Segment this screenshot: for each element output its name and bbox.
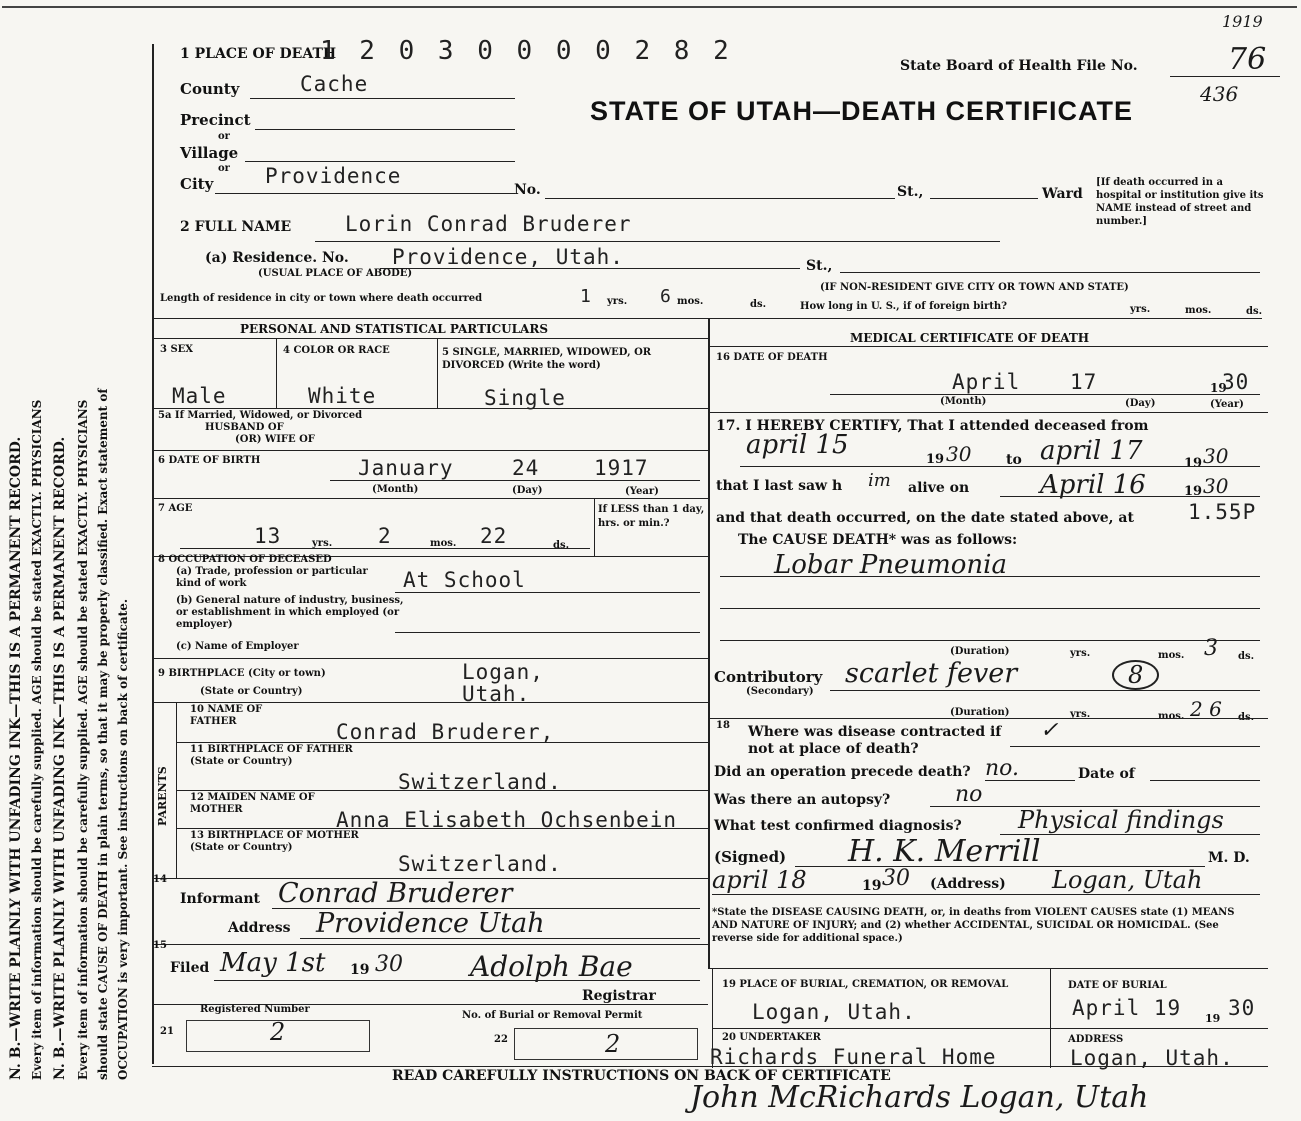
last-saw-year: 30 [1203, 474, 1229, 498]
residence-st-line [840, 272, 1260, 273]
undertaker-label: 20 UNDERTAKER [722, 1032, 821, 1043]
father-label: 10 NAME OF FATHER [190, 704, 263, 727]
ward-label: Ward [1042, 186, 1083, 202]
dur2-yrs: yrs. [1070, 709, 1091, 720]
mother-bp-label: 13 BIRTHPLACE OF MOTHER (State or Country) [190, 830, 359, 853]
us-mos: mos. [1185, 305, 1212, 316]
dob-year-caption: (Year) [625, 486, 659, 497]
attended-year-a: 30 [946, 442, 972, 466]
usual-abode: (USUAL PLACE OF ABODE) [258, 268, 413, 279]
field-15-number: 15 [153, 940, 167, 951]
mother-label: 12 MAIDEN NAME OF MOTHER [190, 792, 315, 815]
contributory-value: scarlet fever [845, 658, 1018, 689]
death-time: 1.55P [1188, 500, 1257, 524]
margin-note-2: Every item of information should be carefully supplied. AGE should be stated EXACTLY. PHYSICIANS [30, 399, 44, 1080]
residence-st: St., [806, 258, 833, 274]
dur2-mos: mos. [1158, 711, 1185, 722]
autopsy-label: Was there an autopsy? [714, 792, 891, 808]
marital-value: Single [484, 386, 566, 410]
burial-no-label: No. of Burial or Removal Permit [462, 1010, 643, 1021]
dod-year: 30 [1222, 370, 1250, 394]
attended-line [740, 466, 1260, 467]
contributory-label: Contributory [714, 668, 823, 686]
age-ds-unit: ds. [553, 540, 570, 551]
middle-divider [708, 318, 710, 968]
father-bp-label: 11 BIRTHPLACE OF FATHER (State or Country) [190, 744, 353, 767]
county-line [250, 98, 515, 99]
residence-line [380, 268, 800, 269]
mother-bp-value: Switzerland. [398, 852, 562, 876]
age-ds: 22 [480, 524, 508, 548]
length-yrs-unit: yrs. [607, 296, 628, 307]
footer-line [152, 1066, 1268, 1067]
precinct-line [255, 129, 515, 130]
attended-19b: 19 [1184, 456, 1203, 471]
sex-divider [276, 338, 277, 408]
full-name-line [315, 241, 1000, 242]
length-label: Length of residence in city or town where death occurred [160, 293, 483, 304]
occupation-b-line [395, 632, 700, 633]
contributory-row-line [708, 718, 1268, 719]
occupation-value: At School [403, 568, 526, 592]
dod-line [830, 394, 1260, 395]
certify-text: 17. I HEREBY CERTIFY, That I attended deceased from [716, 418, 1149, 434]
age-mos-unit: mos. [430, 538, 457, 549]
cause-value: Lobar Pneumonia [774, 550, 1007, 580]
ward-line [930, 198, 1038, 199]
spouse-label-3: (OR) WIFE OF [235, 434, 315, 445]
medical-bottom-line [708, 968, 1268, 969]
medical-heading: MEDICAL CERTIFICATE OF DEATH [850, 331, 1090, 345]
medical-heading-line [708, 346, 1268, 347]
margin-note-1: N. B.—WRITE PLAINLY WITH UNFADING INK—THIS IS A PERMANENT RECORD. [8, 436, 24, 1080]
alive-on: alive on [908, 480, 970, 496]
signed-date: april 18 [712, 866, 807, 894]
dob-day: 24 [512, 456, 540, 480]
burial-19: 19 [1205, 1012, 1221, 1025]
dob-label: 6 DATE OF BIRTH [158, 455, 261, 466]
cause-line-2 [720, 608, 1260, 609]
us-yrs: yrs. [1130, 304, 1151, 315]
father-bp-value: Switzerland. [398, 770, 562, 794]
margin-note-3: N. B.—WRITE PLAINLY WITH UNFADING INK—THIS IS A PERMANENT RECORD. [52, 436, 68, 1080]
last-saw-him: im [868, 470, 891, 491]
dur2-ds: ds. [1238, 712, 1255, 723]
us-ds: ds. [1246, 306, 1263, 317]
burial-place: Logan, Utah. [752, 1000, 916, 1024]
last-saw-line [1000, 496, 1260, 497]
duration-label: (Duration) [950, 646, 1010, 657]
file-no-label: State Board of Health File No. [900, 58, 1138, 74]
personal-heading-line [152, 338, 708, 339]
dod-row-line [708, 412, 1268, 413]
top-edge [2, 6, 1297, 8]
color-divider [437, 338, 438, 408]
file-no-line [1170, 76, 1280, 77]
dod-19: 19 [1210, 381, 1227, 395]
precinct-label: Precinct [180, 111, 251, 129]
field-18-number: 18 [716, 720, 730, 731]
file-no: 76 [1228, 42, 1267, 77]
undertaker-value: Richards Funeral Home [710, 1045, 997, 1069]
circle-mark: 8 [1112, 660, 1159, 690]
where-label: Where was disease contracted if not at place of death? [748, 724, 1002, 757]
md-label: M. D. [1208, 850, 1250, 866]
length-mos: 6 [660, 286, 672, 307]
age-yrs: 13 [254, 524, 282, 548]
dod-day: 17 [1070, 370, 1098, 394]
residence-label: (a) Residence. No. [205, 250, 349, 266]
length-yrs: 1 [580, 286, 592, 307]
dod-day-caption: (Day) [1125, 398, 1156, 409]
burial-label: 19 PLACE OF BURIAL, CREMATION, OR REMOVAL [722, 979, 1009, 990]
footer-signature: John McRichards Logan, Utah [690, 1080, 1149, 1115]
filed-19: 19 [350, 962, 370, 978]
secondary-label: (Secondary) [746, 686, 814, 697]
spouse-row-line [152, 450, 708, 451]
dob-day-caption: (Day) [512, 485, 543, 496]
attended-from: april 15 [746, 430, 849, 460]
age-label: 7 AGE [158, 503, 193, 514]
field-14-number: 14 [153, 874, 167, 885]
birthplace-state-label: (State or Country) [200, 686, 303, 697]
operation-line [985, 780, 1075, 781]
burial-no-value: 2 [605, 1030, 621, 1058]
certificate-title: STATE OF UTAH—DEATH CERTIFICATE [590, 96, 1133, 126]
no-label: No. [514, 182, 541, 198]
signed-year: 30 [882, 866, 910, 891]
st-label: St., [897, 184, 924, 200]
age-line [180, 548, 590, 549]
informant-address-label: Address [228, 920, 291, 936]
attended-19a: 19 [926, 452, 945, 467]
filed-label: Filed [170, 960, 210, 976]
field-21-number: 21 [160, 1026, 174, 1037]
medical-note: *State the DISEASE CAUSING DEATH, or, in deaths from VIOLENT CAUSES state (1) MEANS AND NATURE OF INJURY; and (2) whether ACCIDENTAL, SUICIDAL OR HOMICIDAL. (See reverse side for additional space.) [712, 907, 1235, 944]
attended-to: april 17 [1040, 436, 1143, 466]
or-1: or [218, 131, 230, 142]
burial-date: April 19 [1072, 996, 1182, 1020]
sex-row-line [152, 408, 708, 409]
instructions-text: READ CAREFULLY INSTRUCTIONS ON BACK OF CERTIFICATE [392, 1068, 891, 1084]
last-saw-text: that I last saw h [716, 478, 843, 494]
less-than-label: If LESS than 1 day, hrs. or min.? [598, 504, 705, 529]
us-label: How long in U. S., if of foreign birth? [800, 301, 1008, 312]
father-value: Conrad Bruderer, [336, 720, 555, 744]
personal-heading: PERSONAL AND STATISTICAL PARTICULARS [240, 322, 549, 336]
margin-note-5: should state CAUSE OF DEATH in plain terms, so that it may be properly classified. Exact statement of [96, 388, 110, 1080]
city-value: Providence [265, 164, 402, 188]
reg-no-value: 2 [270, 1018, 286, 1046]
color-value: White [308, 384, 377, 408]
certificate-number: 1 2 0 3 0 0 0 0 2 8 2 [320, 36, 733, 66]
operation-label: Did an operation precede death? [714, 764, 971, 780]
county-value: Cache [300, 72, 369, 96]
birthplace-state: Utah. [462, 682, 531, 706]
informant-address: Providence Utah [316, 908, 545, 939]
father-row-line [176, 742, 708, 743]
occupation-row-line [152, 658, 708, 659]
attended-year-b: 30 [1203, 444, 1229, 468]
dur-ds: ds. [1238, 651, 1255, 662]
age-mos: 2 [378, 524, 392, 548]
marital-label: 5 SINGLE, MARRIED, WIDOWED, OR DIVORCED (Write the word) [442, 347, 652, 371]
birthplace-row-line [152, 702, 708, 703]
date-of-label: Date of [1078, 766, 1135, 782]
signed-date-line [712, 894, 1260, 895]
last-saw-date: April 16 [1040, 470, 1146, 500]
section-top-line [152, 318, 1262, 319]
dod-year-caption: (Year) [1210, 399, 1244, 410]
duration2-label: (Duration) [950, 707, 1010, 718]
occupation-c: (c) Name of Employer [176, 641, 299, 652]
signed-address: Logan, Utah [1052, 866, 1203, 894]
birthplace-city: Logan, [462, 660, 544, 684]
no-line [545, 198, 660, 199]
dod-month-caption: (Month) [940, 396, 987, 407]
signed-value: H. K. Merrill [848, 834, 1041, 869]
nonresident-note: (IF NON-RESIDENT GIVE CITY OR TOWN AND STATE) [820, 282, 1129, 293]
occupation-a: (a) Trade, profession or particular kind of work [176, 566, 368, 589]
dur-mos: mos. [1158, 650, 1185, 661]
city-line [215, 193, 515, 194]
village-label: Village [180, 144, 239, 162]
city-label: City [180, 175, 214, 193]
spouse-label-2: HUSBAND OF [205, 422, 284, 433]
undertaker-address-label: ADDRESS [1068, 1034, 1124, 1045]
form-left-border [152, 44, 154, 1064]
dob-month-caption: (Month) [372, 484, 419, 495]
informant-row-line [152, 944, 708, 945]
village-line [245, 161, 515, 162]
age-yrs-unit: yrs. [312, 538, 333, 549]
birthplace-label: 9 BIRTHPLACE (City or town) [158, 668, 326, 679]
full-name-label: 2 FULL NAME [180, 219, 292, 235]
dod-label: 16 DATE OF DEATH [716, 352, 828, 363]
where-value: ✓ [1040, 718, 1059, 743]
st-line [660, 198, 895, 199]
dur-yrs: yrs. [1070, 648, 1091, 659]
county-label: County [180, 80, 240, 98]
filed-date: May 1st [220, 948, 326, 978]
test-value: Physical findings [1018, 806, 1224, 834]
sex-label: 3 SEX [160, 344, 194, 355]
corner-mark: 1919 [1222, 12, 1263, 31]
burial-date-label: DATE OF BURIAL [1068, 980, 1167, 991]
dod-month: April [952, 370, 1021, 394]
informant-address-line [300, 938, 700, 939]
length-mos-unit: mos. [677, 296, 704, 307]
date-of-line [1150, 780, 1260, 781]
cause-line-3 [720, 640, 1260, 641]
filed-line [214, 980, 700, 981]
signed-address-label: (Address) [930, 876, 1006, 892]
hospital-note: [If death occurred in a hospital or institution give its NAME instead of street and number.] [1096, 177, 1264, 227]
reg-no-label: Registered Number [200, 1004, 310, 1015]
or-2: or [218, 163, 230, 174]
operation-value: no. [985, 756, 1020, 781]
residence-value: Providence, Utah. [392, 245, 624, 269]
undertaker-address: Logan, Utah. [1070, 1046, 1234, 1070]
dob-year: 1917 [594, 456, 649, 480]
occupation-label: 8 OCCUPATION OF DECEASED [158, 554, 332, 565]
test-label: What test confirmed diagnosis? [714, 818, 962, 834]
margin-note-6: OCCUPATION is very important. See instructions on back of certificate. [116, 598, 130, 1080]
signed-19: 19 [862, 878, 882, 894]
informant-value: Conrad Bruderer [278, 878, 513, 909]
dob-month: January [358, 456, 454, 480]
mother-value: Anna Elisabeth Ochsenbein [336, 808, 678, 832]
occupation-b: (b) General nature of industry, business, or establishment in which employed (or employer) [176, 595, 404, 630]
place-of-death-label: 1 PLACE OF DEATH [180, 46, 337, 62]
file-no-sub: 436 [1200, 82, 1239, 106]
mother-row-line [176, 828, 708, 829]
autopsy-value: no [955, 782, 983, 807]
cause-line-1 [720, 576, 1260, 577]
contributory-line [830, 690, 1260, 691]
color-label: 4 COLOR OR RACE [283, 345, 390, 356]
filed-year: 30 [375, 952, 403, 977]
to-label: to [1006, 452, 1022, 468]
margin-note-4: Every item of information should be carefully supplied. AGE should be stated EXACTLY. PHYSICIANS [76, 399, 90, 1080]
dob-line [330, 480, 700, 481]
full-name-value: Lorin Conrad Bruderer [345, 212, 632, 236]
father-bp-row-line [176, 790, 708, 791]
informant-label: Informant [180, 891, 260, 907]
length-ds-unit: ds. [750, 299, 767, 310]
burial-year: 30 [1228, 996, 1256, 1020]
dur2-value: 2 6 [1190, 697, 1222, 721]
registrar-label: Registrar [582, 988, 656, 1004]
registrar-signature: Adolph Bae [470, 950, 633, 983]
death-occurred-text: and that death occurred, on the date stated above, at [716, 510, 1134, 526]
burial-row-line [712, 1028, 1268, 1029]
dur-ds-value: 3 [1204, 636, 1218, 661]
signed-label: (Signed) [714, 848, 787, 866]
parents-label: PARENTS [156, 766, 169, 826]
occupation-line [395, 592, 700, 593]
age-less-divider [594, 498, 595, 556]
dob-row-line [152, 498, 708, 499]
cause-text: The CAUSE DEATH* was as follows: [738, 532, 1018, 548]
spouse-label-1: 5a If Married, Widowed, or Divorced [158, 410, 363, 421]
field-22-number: 22 [494, 1034, 508, 1045]
sex-value: Male [172, 384, 227, 408]
where-line [1010, 746, 1260, 747]
last-saw-19: 19 [1184, 484, 1203, 499]
